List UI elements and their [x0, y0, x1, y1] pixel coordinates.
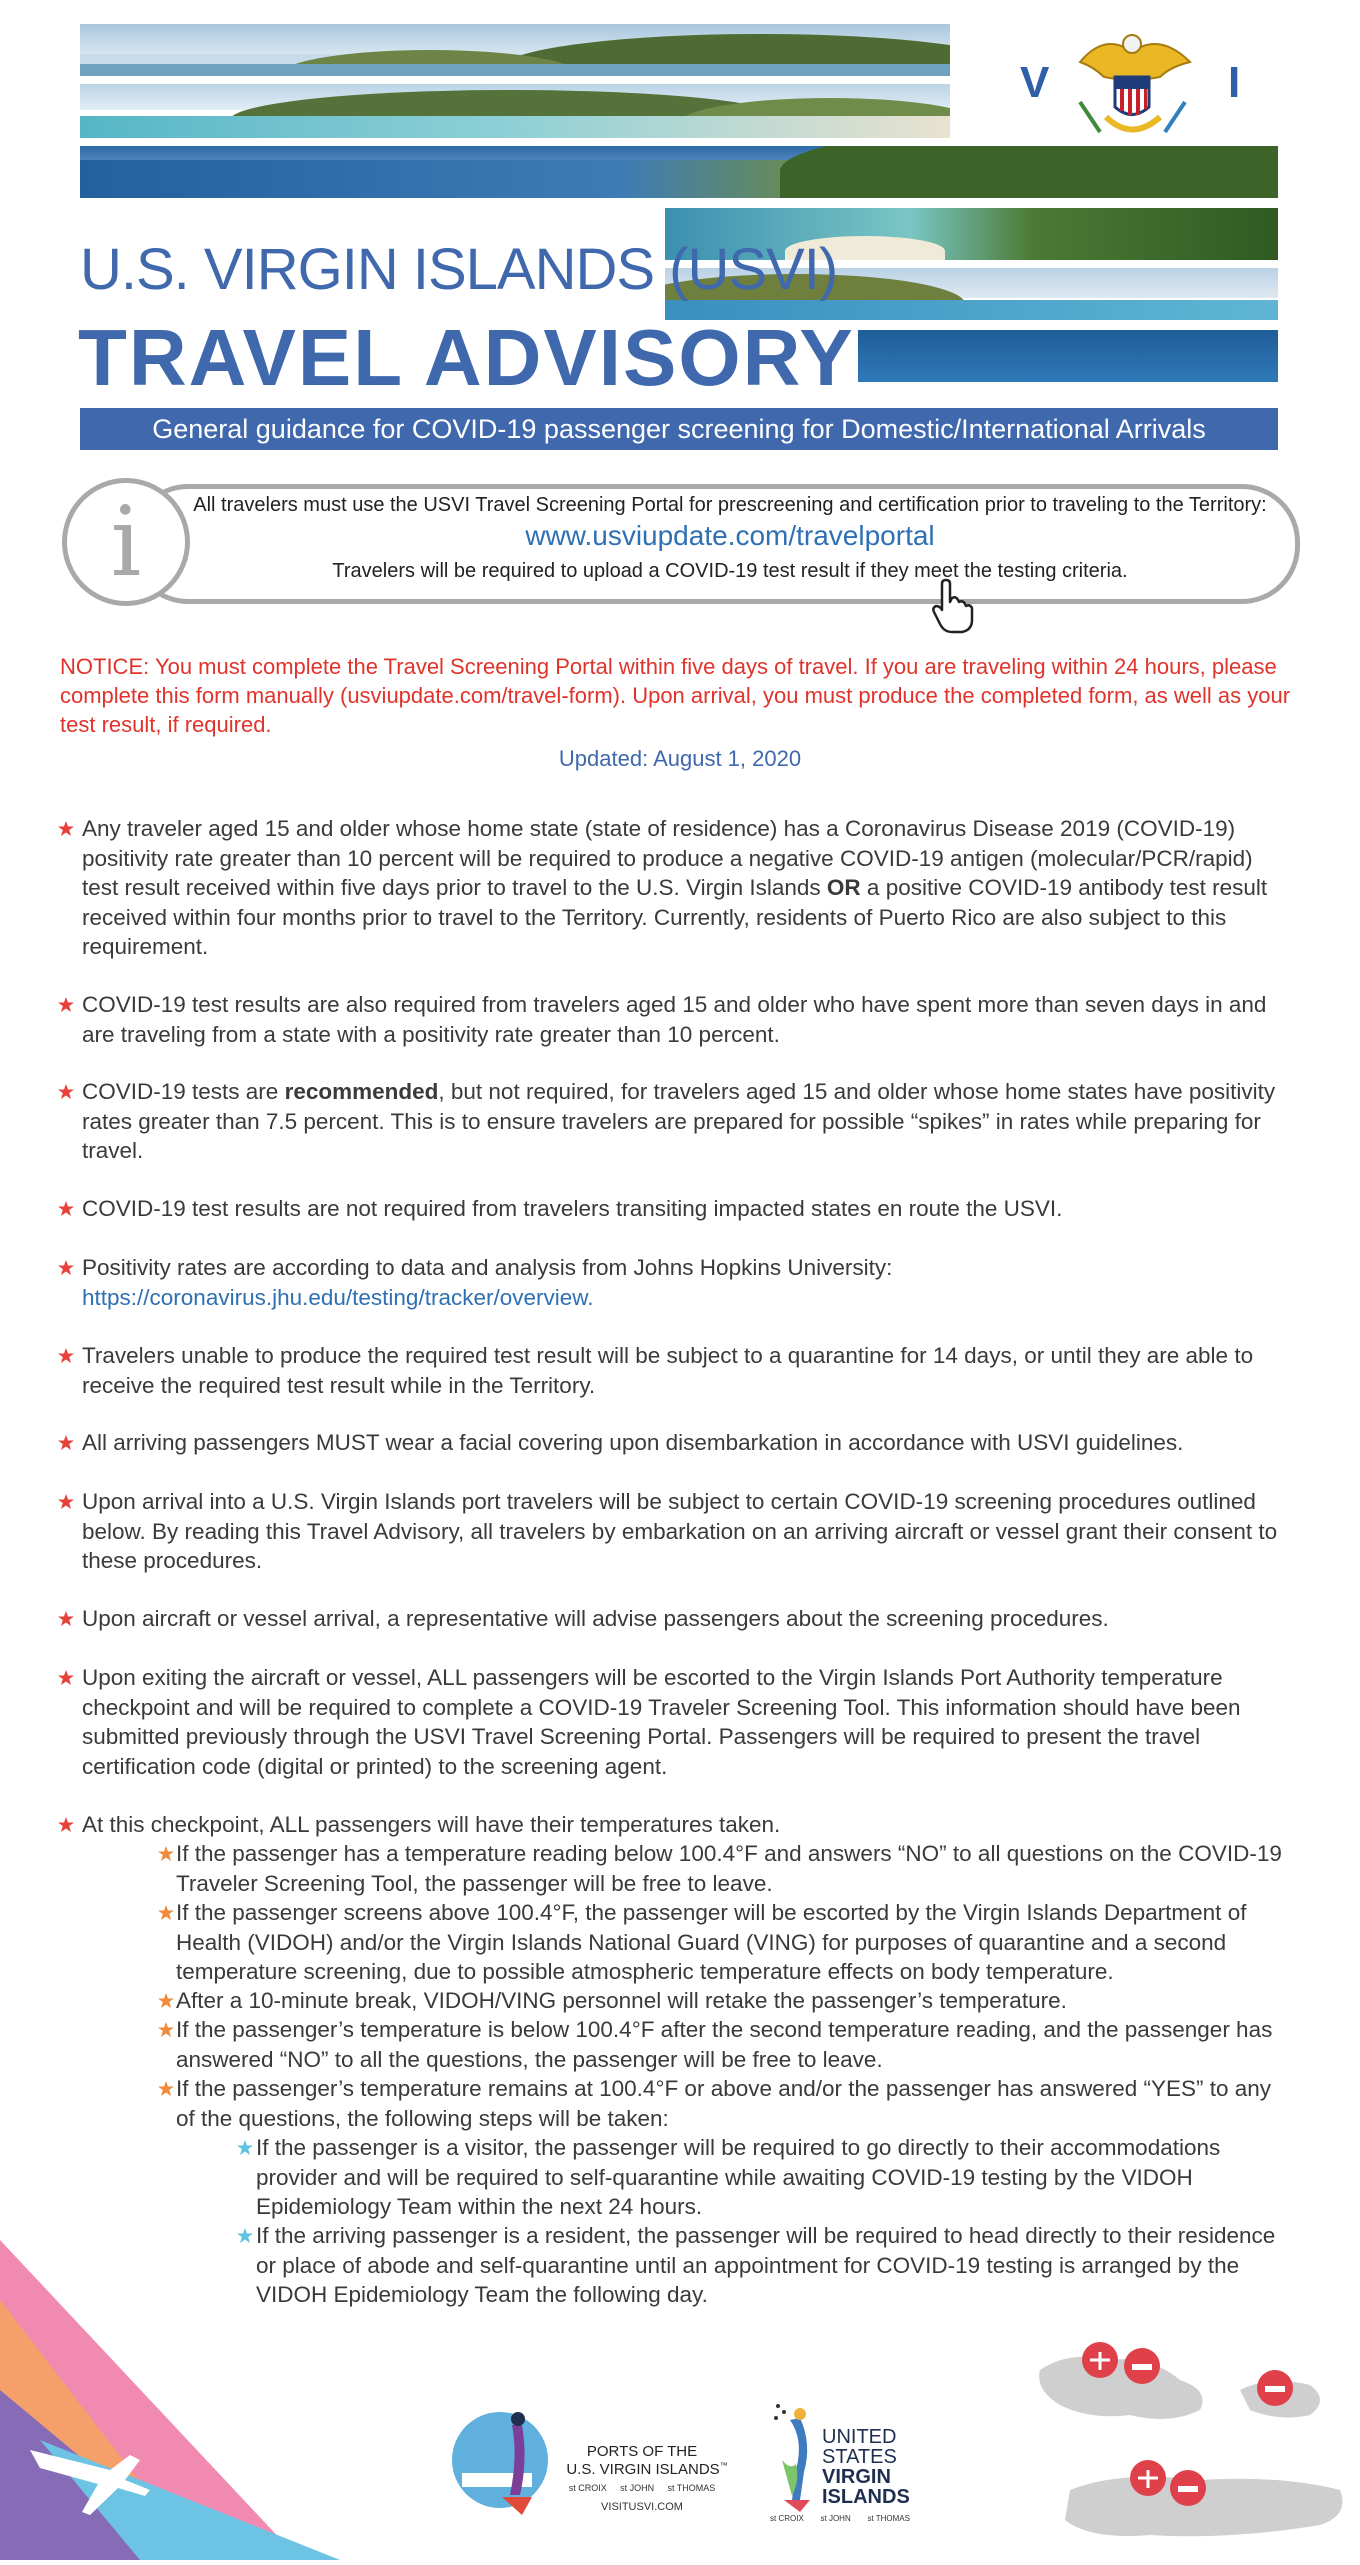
cruise-pin-icon [1124, 2348, 1160, 2384]
red-star-bullet-icon [58, 1435, 74, 1450]
list-item: COVID-19 tests are recommended, but not required, for travelers aged 15 and older whose home states have positivity rates greater than 7.5 percent. This is to ensure travelers are prepared for possible “spikes” in rates while preparing for travel. [82, 1079, 1276, 1163]
info-text-portal: All travelers must use the USVI Travel Screening Portal for prescreening and certification prior to traveling to the Territory: [193, 494, 1267, 516]
list-item: Travelers unable to produce the required test result will be subject to a quarantine for 14 days, or until they are able to receive the required test result while in the Territory. [82, 1343, 1254, 1398]
seal-letter-v: V [1020, 58, 1050, 107]
sub-sub-list-item: If the passenger is a visitor, the passenger will be required to go directly to their accommodations provider and will be required to self-quarantine while awaiting COVID-19 testing by the VIDOH Epidemiology Team within the next 24 hours. [256, 2135, 1221, 2219]
notice-text: NOTICE: You must complete the Travel Screening Portal within five days of travel. If you are traveling within 24 hours, please complete this form manually (usviupdate.com/travel-form). Upon arrival, you must produce the completed form, as well as your test result, if required. [60, 654, 1291, 737]
sub-list-item: If the passenger’s temperature remains at 100.4°F or above and/or the passenger has answered “YES” to any of the questions, the following steps will be taken: [176, 2076, 1272, 2131]
page-subtitle: U.S. VIRGIN ISLANDS (USVI) [80, 237, 838, 302]
photo-strip-3 [80, 146, 1278, 198]
ports-islands: st CROIX st JOHN st THOMAS [568, 2483, 716, 2493]
usvi-seal [1020, 22, 1250, 152]
usvi-islands: st CROIX st JOHN st THOMAS [770, 2514, 910, 2523]
usvi-line-2: STATES [822, 2446, 897, 2468]
sub-list-item: If the passenger’s temperature is below 100.4°F after the second temperature reading, and the passenger has answered “NO” to all the questions, the passenger will be free to leave. [176, 2017, 1273, 2072]
photo-strip-6 [858, 330, 1278, 382]
sub-list-item: If the passenger has a temperature reading below 100.4°F and answers “NO” to all questions on the COVID-19 Traveler Screening Tool, the passenger will be free to leave. [176, 1841, 1282, 1896]
list-item: Any traveler aged 15 and older whose home state (state of residence) has a Coronavirus Disease 2019 (COVID-19) positivity rate greater than 10 percent will be required to produce a negative COVID-19 antigen (molecular/PCR/rapid) test result received within five days prior to travel to the U.S. Virgin Islands OR a positive COVID-19 antibody test result received within four months prior to travel to the Territory. Currently, residents of Puerto Rico are also subject to this requirement. [82, 816, 1268, 959]
photo-strip-1 [80, 24, 950, 76]
orange-star-bullet-icon [158, 1993, 174, 2008]
list-item: Upon arrival into a U.S. Virgin Islands port travelers will be subject to certain COVID-19 screening procedures outlined below. By reading this Travel Advisory, all travelers by embarkation on an arriving aircraft or vessel grant their consent to these procedures. [82, 1489, 1278, 1573]
hand-cursor-icon [928, 578, 978, 634]
corner-swoosh-graphic [0, 2240, 340, 2560]
orange-star-bullet-icon [158, 2022, 174, 2037]
usvi-line-3: VIRGIN [822, 2466, 891, 2488]
red-star-bullet-icon [58, 821, 74, 836]
usvi-map-graphic [1030, 2330, 1360, 2560]
seal-letter-i: I [1228, 58, 1241, 107]
guidance-banner: General guidance for COVID-19 passenger screening for Domestic/International Arrivals [80, 408, 1278, 450]
red-star-bullet-icon [58, 1260, 74, 1275]
sub-list-item: After a 10-minute break, VIDOH/VING personnel will retake the passenger’s temperature. [176, 1988, 1067, 2013]
ports-line-2: U.S. VIRGIN ISLANDS™ [566, 2461, 728, 2478]
list-item: COVID-19 test results are also required from travelers aged 15 and older who have spent more than seven days in and are traveling from a state with a positivity rate greater than 10 percent. [82, 992, 1267, 1047]
travel-portal-link[interactable]: www.usviupdate.com/travelportal [525, 520, 935, 551]
red-star-bullet-icon [58, 1201, 74, 1216]
usvi-line-4: ISLANDS [822, 2486, 910, 2508]
ports-logo-icon [450, 2405, 560, 2525]
cruise-pin-icon [1170, 2470, 1206, 2506]
red-star-bullet-icon [58, 1611, 74, 1626]
orange-star-bullet-icon [158, 2081, 174, 2096]
list-item: Positivity rates are according to data and analysis from Johns Hopkins University: https://coronavirus.jhu.edu/testing/tracker/overview. [82, 1255, 893, 1310]
ports-website: VISITUSVI.COM [601, 2501, 683, 2513]
list-item: At this checkpoint, ALL passengers will have their temperatures taken. [82, 1812, 781, 1837]
ports-line-1: PORTS OF THE [586, 2443, 698, 2460]
usvi-figure-icon [770, 2400, 820, 2520]
list-item: Upon exiting the aircraft or vessel, ALL passengers will be escorted to the Virgin Islands Port Authority temperature checkpoint and will be required to complete a COVID-19 Traveler Screening Tool. This information should have been submitted previously through the USVI Travel Screening Portal. Passengers will be required to present the travel certification code (digital or printed) to the screening agent. [82, 1665, 1241, 1779]
orange-star-bullet-icon [158, 1905, 174, 1920]
red-star-bullet-icon [58, 1817, 74, 1832]
jhu-tracker-link[interactable]: https://coronavirus.jhu.edu/testing/tracker/overview. [82, 1284, 594, 1310]
orange-star-bullet-icon [158, 1846, 174, 1861]
sub-sub-list-item: If the arriving passenger is a resident, the passenger will be required to head directly to their residence or place of abode and self-quarantine until an appointment for COVID-19 testing is arranged by the VIDOH Epidemiology Team the following day. [256, 2223, 1276, 2307]
cyan-star-bullet-icon [237, 2140, 253, 2155]
cruise-pin-icon [1257, 2370, 1293, 2406]
airport-pin-icon [1130, 2460, 1166, 2496]
page-title: TRAVEL ADVISORY [78, 313, 855, 402]
photo-strip-2 [80, 84, 950, 138]
airport-pin-icon [1082, 2342, 1118, 2378]
red-star-bullet-icon [58, 1084, 74, 1099]
list-item: Upon aircraft or vessel arrival, a representative will advise passengers about the screening procedures. [82, 1606, 1109, 1631]
list-item: All arriving passengers MUST wear a facial covering upon disembarkation in accordance with USVI guidelines. [82, 1430, 1184, 1455]
sub-list-item: If the passenger screens above 100.4°F, the passenger will be escorted by the Virgin Islands Department of Health (VIDOH) and/or the Virgin Islands National Guard (VING) for purposes of quarantine and a second temperature screening, due to possible atmospheric temperature effects on body temperature. [176, 1900, 1247, 1984]
ports-of-usvi-logo [450, 2405, 730, 2535]
red-star-bullet-icon [58, 1348, 74, 1363]
info-icon: i [110, 486, 142, 598]
usvi-line-1: UNITED [822, 2426, 897, 2448]
updated-date: Updated: August 1, 2020 [558, 746, 802, 771]
usvi-brand-logo [770, 2400, 920, 2530]
red-star-bullet-icon [58, 1494, 74, 1509]
red-star-bullet-icon [58, 997, 74, 1012]
info-text-upload: Travelers will be required to upload a COVID-19 test result if they meet the testing criteria. [332, 560, 1128, 582]
list-item: COVID-19 test results are not required from travelers transiting impacted states en route the USVI. [82, 1196, 1063, 1221]
eagle-seal-icon [1020, 22, 1250, 152]
red-star-bullet-icon [58, 1670, 74, 1685]
